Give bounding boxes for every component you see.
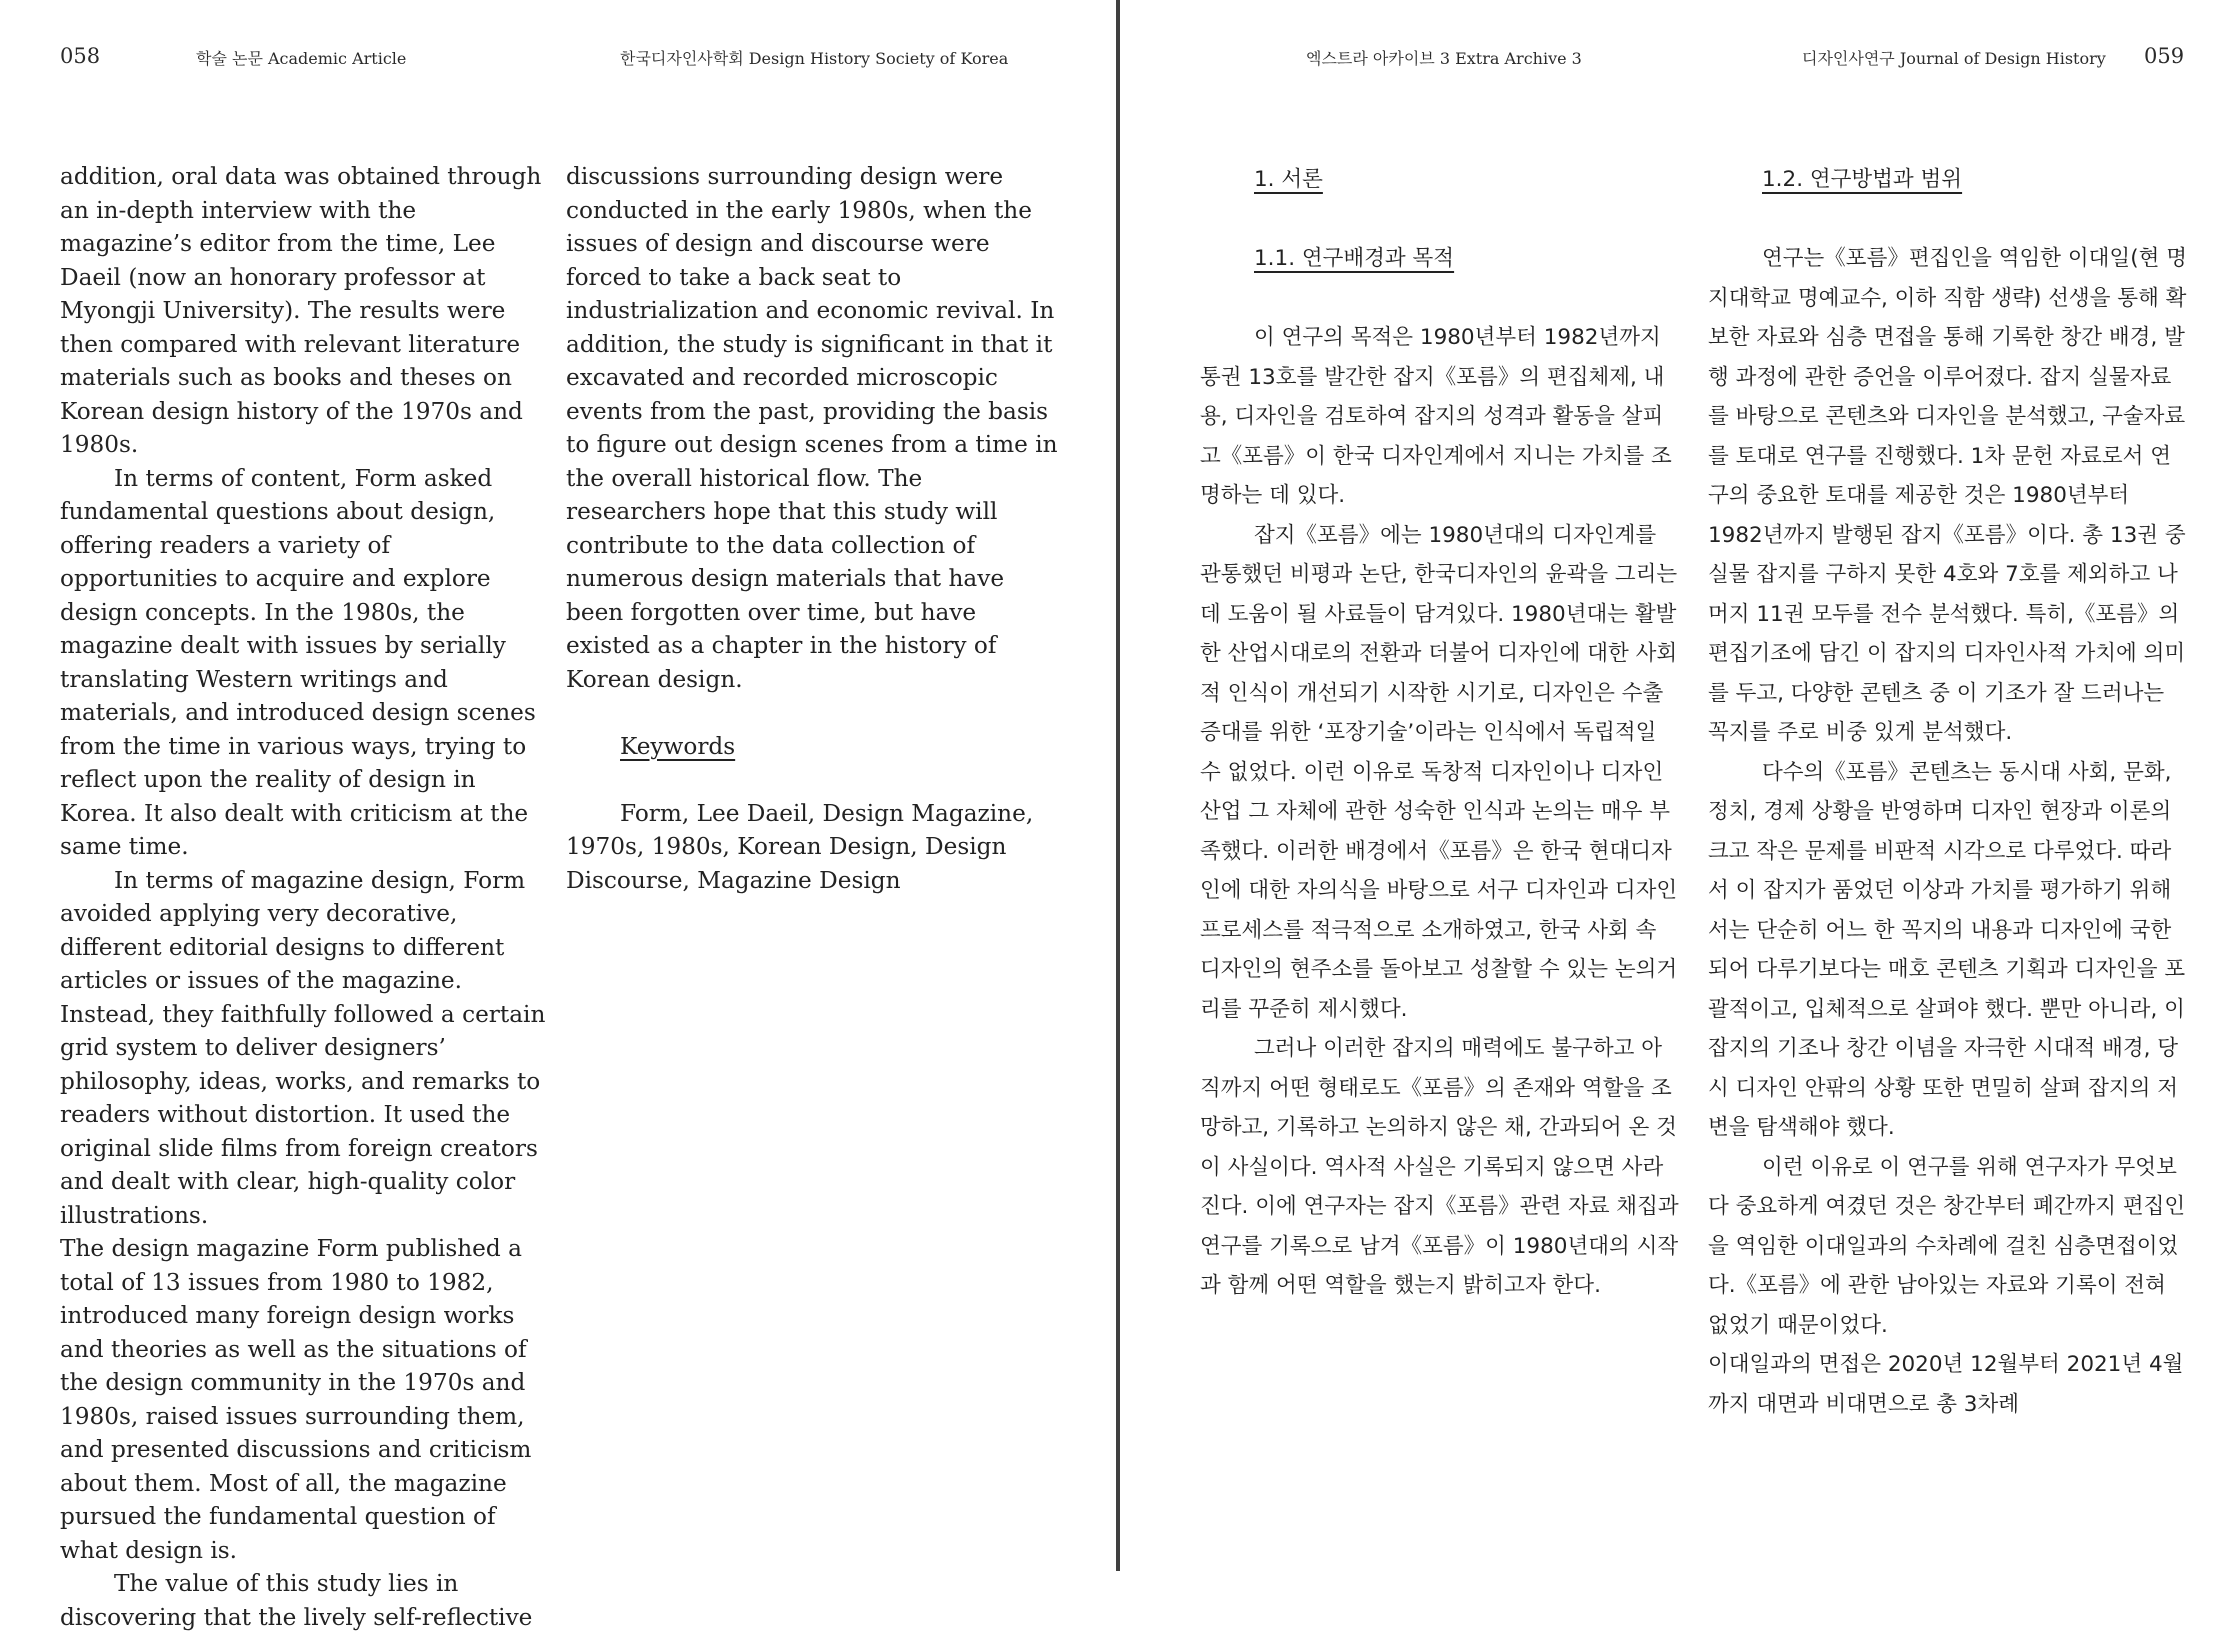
right-archive-label: 엑스트라 아카이브 3 Extra Archive 3 [1306,49,1582,68]
paragraph: In terms of magazine design, Form avoided applying very decorative, different editorial designs to different articles or issues of the magazine. Instead, they faithfully followed a certain grid system to deliver designers’ philosophy, ideas, works, and remarks to readers without distortion. It used the original slide films from foreign creators and dealt with clear, high-quality color illustrations. [60,866,546,1229]
left-page-number: 058 [60,44,101,68]
right-journal-label: 디자인사연구 Journal of Design History [1802,49,2106,68]
right-column-1 [1200,160,1682,1306]
paragraph: 이 연구의 목적은 1980년부터 1982년까지 통권 13호를 발간한 잡지《포름》의 편집체제, 내용, 디자인을 검토하여 잡지의 성격과 활동을 살피고《포름》이 한국 디자인계에서 지니는 가치를 조명하는 데 있다. [1200,325,1672,508]
spine-divider [1116,0,1120,1571]
right-page-number: 059 [2144,44,2185,68]
subsection-heading: 1.2. 연구방법과 범위 [1762,167,1963,192]
left-society-label: 한국디자인사학회 Design History Society of Korea [620,49,1009,68]
right-page [1122,0,2234,1571]
left-column-1 [60,160,555,1634]
keywords-list: Form, Lee Daeil, Design Magazine, 1970s, 1980s, Korean Design, Design Discourse, Magazine Design [566,799,1034,894]
keywords-title: Keywords [620,732,736,760]
subsection-heading: 1.1. 연구배경과 목적 [1254,246,1455,271]
paragraph: 연구는《포름》편집인을 역임한 이대일(현 명지대학교 명예교수, 이하 직함 생략) 선생을 통해 확보한 자료와 심층 면접을 통해 기록한 창간 배경, 발행 과정에 관한 증언을 이루어졌다. 잡지 실물자료를 바탕으로 콘텐츠와 디자인을 분석했고, 구술자료를 토대로 연구를 진행했다. 1차 문헌 자료로서 연구의 중요한 토대를 제공한 것은 1980년부터 1982년까지 발행된 잡지《포름》이다. 총 13권 중 실물 잡지를 구하지 못한 4호와 7호를 제외하고 나머지 11권 모두를 전수 분석했다. 특히,《포름》의 편집기조에 담긴 이 잡지의 디자인사적 가치에 의미를 두고, 다양한 콘텐츠 중 이 기조가 잘 드러나는 꼭지를 주로 비중 있게 분석했다. [1708,246,2187,745]
paragraph: 다수의《포름》콘텐츠는 동시대 사회, 문화, 정치, 경제 상황을 반영하며 디자인 현장과 이론의 크고 작은 문제를 비판적 시각으로 다루었다. 따라서 이 잡지가 품었던 이상과 가치를 평가하기 위해서는 단순히 어느 한 꼭지의 내용과 디자인에 국한되어 다루기보다는 매호 콘텐츠 기획과 디자인을 포괄적이고, 입체적으로 살펴야 했다. 뿐만 아니라, 이 잡지의 기조나 창간 이념을 자극한 시대적 배경, 당시 디자인 안팎의 상황 또한 면밀히 살펴 잡지의 저변을 탐색해야 했다. [1708,759,2186,1140]
left-column-2 [566,160,1061,897]
paragraph: The design magazine Form published a total of 13 issues from 1980 to 1982, introduced many foreign design works and theories as well as the situations of the design community in the 1970s and 1980s, raised issues surrounding them, and presented discussions and criticism about them. Most of all, the magazine pursued the fundamental question of what design is. [60,1235,532,1564]
left-section-label: 학술 논문 Academic Article [196,49,407,68]
paragraph: 이런 이유로 이 연구를 위해 연구자가 무엇보다 중요하게 여겼던 것은 창간부터 폐간까지 편집인을 역임한 이대일과의 수차례에 걸친 심층면접이었다.《포름》에 관한 남아있는 자료와 기록이 전혀 없었기 때문이었다. [1708,1154,2186,1338]
paragraph: 그러나 이러한 잡지의 매력에도 불구하고 아직까지 어떤 형태로도《포름》의 존재와 역할을 조망하고, 기록하고 논의하지 않은 채, 간과되어 온 것이 사실이다. 역사적 사실은 기록되지 않으면 사라진다. 이에 연구자는 잡지《포름》관련 자료 채집과 연구를 기록으로 남겨《포름》이 1980년대의 시작과 함께 어떤 역할을 했는지 밝히고자 한다. [1200,1036,1679,1298]
paragraph: 이대일과의 면접은 2020년 12월부터 2021년 4월까지 대면과 비대면으로 총 3차례 [1708,1352,2184,1417]
paragraph: The value of this study lies in discovering that the lively self-reflective [60,1570,533,1631]
paragraph: In terms of content, Form asked fundamental questions about design, offering readers a variety of opportunities to acquire and explore design concepts. In the 1980s, the magazine dealt with issues by serially translating Western writings and materials, and introduced design scenes from the time in various ways, trying to reflect upon the reality of design in Korea. It also dealt with criticism at the same time. [60,464,536,860]
paragraph: addition, oral data was obtained through an in-depth interview with the magazine’s editor from the time, Lee Daeil (now an honorary professor at Myongji University). The results were then compared with relevant literature materials such as books and theses on Korean design history of the 1970s and 1980s. [60,163,542,458]
paragraph: 잡지《포름》에는 1980년대의 디자인계를 관통했던 비평과 논단, 한국디자인의 윤곽을 그리는 데 도움이 될 사료들이 담겨있다. 1980년대는 활발한 산업시대로의 전환과 더불어 디자인에 대한 사회적 인식이 개선되기 시작한 시기로, 디자인은 수출 증대를 위한 ‘포장기술’이라는 인식에서 독립적일 수 없었다. 이런 이유로 독창적 디자인이나 디자인 산업 그 자체에 관한 성숙한 인식과 논의는 매우 부족했다. 이러한 배경에서《포름》은 한국 현대디자인에 대한 자의식을 바탕으로 서구 디자인과 디자인 프로세스를 적극적으로 소개하였고, 한국 사회 속 디자인의 현주소를 돌아보고 성찰할 수 있는 논의거리를 꾸준히 제시했다. [1200,522,1678,1022]
paragraph: discussions surrounding design were conducted in the early 1980s, when the issues of design and discourse were forced to take a back seat to industrialization and economic revival. In addition, the study is significant in that it excavated and recorded microscopic events from the past, providing the basis to figure out design scenes from a time in the overall historical flow. The researchers hope that this study will contribute to the data collection of numerous design materials that have been forgotten over time, but have existed as a chapter in the history of Korean design. [566,163,1058,693]
left-page [0,0,1116,1631]
right-column-2 [1708,160,2190,1424]
section-heading: 1. 서론 [1254,167,1323,192]
